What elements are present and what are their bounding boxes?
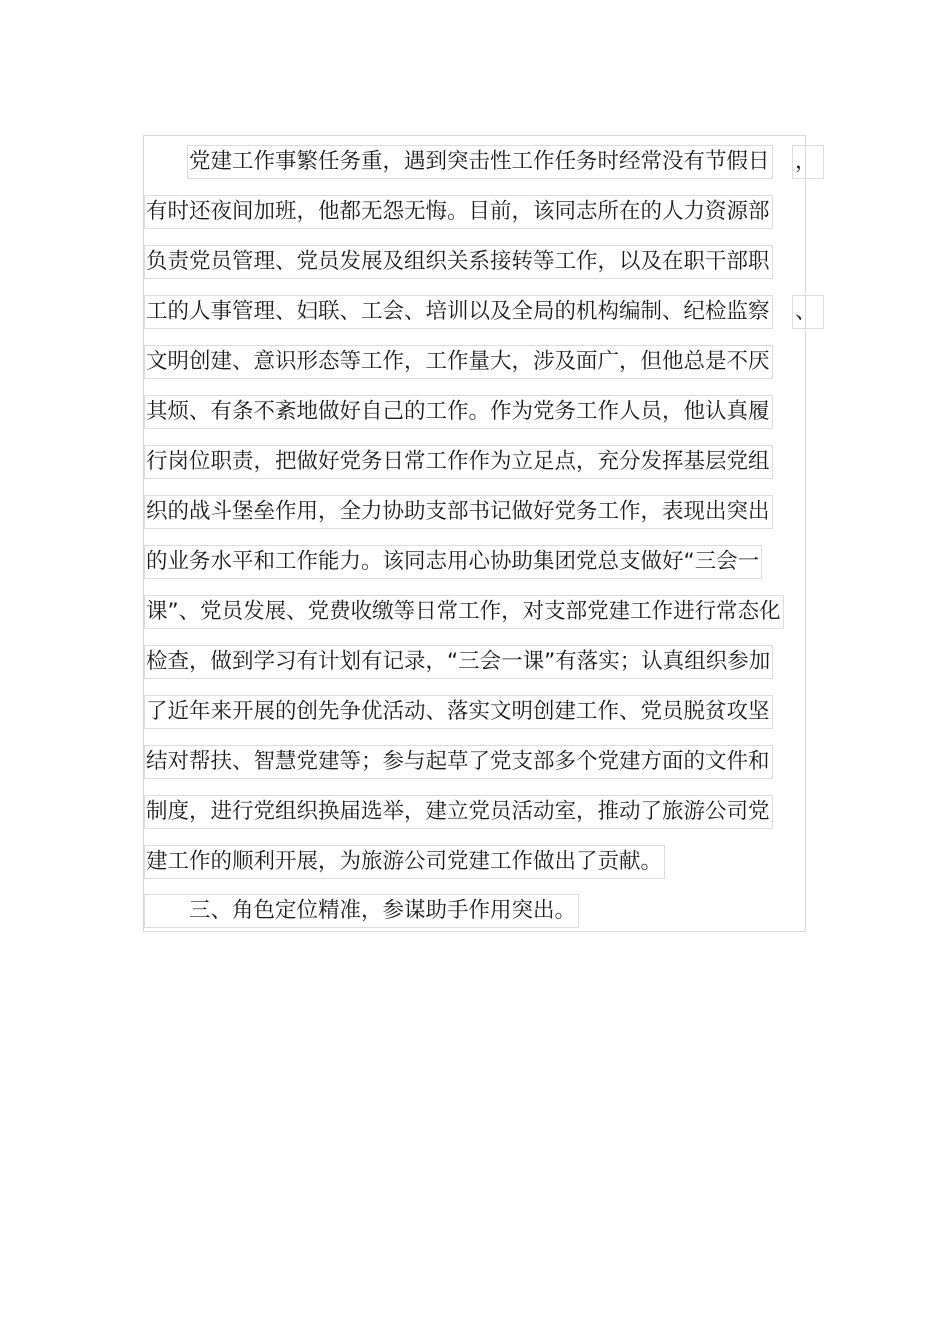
paragraph-line-7: 行岗位职责，把做好党务日常工作作为立足点，充分发挥基层党组 [145,446,772,478]
paragraph-line-15: 建工作的顺利开展，为旅游公司党建工作做出了贡献。 [145,846,664,878]
section-heading: 三、角色定位精准，参谋助手作用突出。 [145,895,578,927]
paragraph-line-6: 其烦、有条不紊地做好自己的工作。作为党务工作人员，他认真履 [145,396,772,428]
paragraph-line-4: 工的人事管理、妇联、工会、培训以及全局的机构编制、纪检监察 [145,296,772,328]
overflow-comma: ， [793,146,823,178]
overflow-enumeration-comma: 、 [793,296,823,328]
paragraph-line-5: 文明创建、意识形态等工作，工作量大，涉及面广，但他总是不厌 [145,346,772,378]
paragraph-line-14: 制度，进行党组织换届选举，建立党员活动室，推动了旅游公司党 [145,796,772,828]
paragraph-line-13: 结对帮扶、智慧党建等；参与起草了党支部多个党建方面的文件和 [145,746,772,778]
paragraph-line-3: 负责党员管理、党员发展及组织关系接转等工作，以及在职干部职 [145,246,772,278]
paragraph-line-2: 有时还夜间加班，他都无怨无悔。目前，该同志所在的人力资源部 [145,196,772,228]
paragraph-line-9: 的业务水平和工作能力。该同志用心协助集团党总支做好“三会一 [145,546,761,578]
paragraph-line-8: 织的战斗堡垒作用，全力协助支部书记做好党务工作，表现出突出 [145,496,772,528]
paragraph-line-1: 党建工作事繁任务重，遇到突击性工作任务时经常没有节假日 [188,146,772,178]
paragraph-line-11: 检查，做到学习有计划有记录，“三会一课”有落实；认真组织参加 [145,646,772,678]
paragraph-line-12: 了近年来开展的创先争优活动、落实文明创建工作、党员脱贫攻坚 [145,696,772,728]
paragraph-line-10: 课”、党员发展、党费收缴等日常工作，对支部党建工作进行常态化 [145,596,783,628]
